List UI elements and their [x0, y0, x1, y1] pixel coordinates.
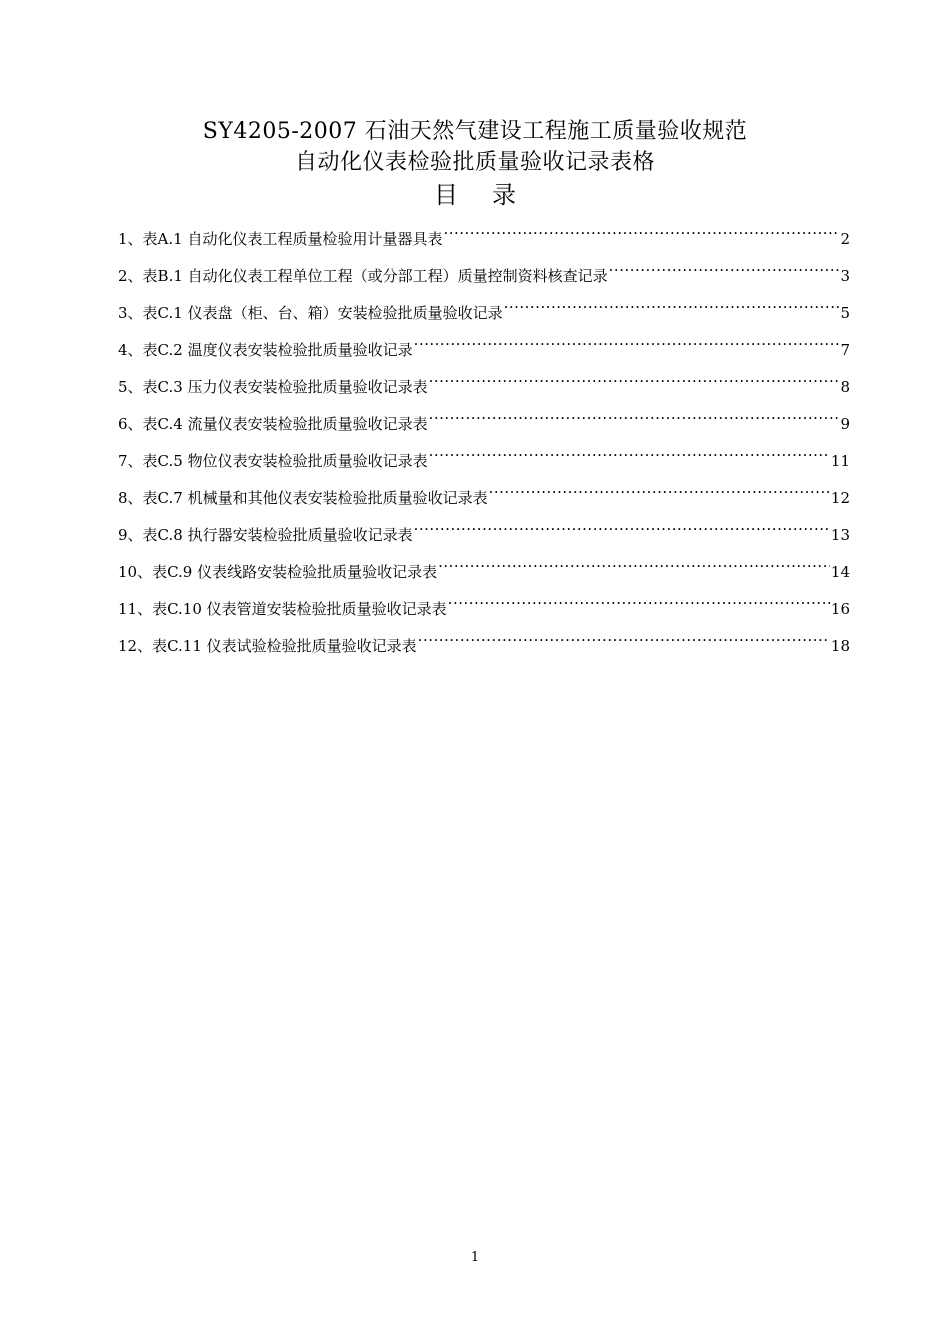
toc-entry[interactable]	[118, 444, 850, 481]
toc-entry-number: 1、	[118, 230, 143, 248]
toc-entry-number: 3、	[118, 304, 143, 322]
toc-entry-number: 12、	[118, 637, 153, 655]
toc-entry-page: 14	[830, 563, 850, 581]
toc-dot-leader	[438, 555, 830, 577]
toc-entry-title: 表C.3 压力仪表安装检验批质量验收记录表	[142, 378, 428, 396]
toc-dot-leader	[443, 222, 839, 244]
toc-entry-title: 表C.10 仪表管道安装检验批质量验收记录表	[152, 600, 447, 618]
toc-entry[interactable]	[118, 370, 850, 407]
toc-entry-number: 7、	[118, 452, 143, 470]
toc-entry-page: 5	[840, 304, 850, 322]
toc-entry[interactable]	[118, 222, 850, 259]
toc-entry-title: 表C.1 仪表盘（柜、台、箱）安装检验批质量验收记录	[142, 304, 503, 322]
toc-entry-title: 表C.9 仪表线路安装检验批质量验收记录表	[152, 563, 438, 581]
toc-dot-leader	[429, 370, 839, 392]
toc-entry-title: 表C.7 机械量和其他仪表安装检验批质量验收记录表	[142, 489, 488, 507]
toc-entry-number: 2、	[118, 267, 143, 285]
toc-entry-page: 9	[840, 415, 850, 433]
toc-dot-leader	[609, 259, 839, 281]
document-title: SY4205-2007 石油天然气建设工程施工质量验收规范	[202, 119, 748, 144]
toc-heading-char-1: 目	[434, 181, 458, 209]
toc-entry-number: 5、	[118, 378, 143, 396]
toc-entry-page: 3	[840, 267, 850, 285]
toc-entry[interactable]	[118, 518, 850, 555]
toc-entry[interactable]	[118, 555, 850, 592]
toc-dot-leader	[448, 592, 830, 614]
toc-dot-leader	[504, 296, 839, 318]
toc-entry-number: 9、	[118, 526, 143, 544]
toc-entry-page: 12	[830, 489, 850, 507]
toc-dot-leader	[489, 481, 830, 503]
toc-entry-number: 11、	[118, 600, 153, 618]
toc-entry-page: 11	[830, 452, 850, 470]
toc-entry[interactable]	[118, 296, 850, 333]
toc-dot-leader	[414, 333, 839, 355]
toc-entry-page: 8	[840, 378, 850, 396]
toc-entry-title: 表C.5 物位仪表安装检验批质量验收记录表	[142, 452, 428, 470]
toc-entry[interactable]	[118, 259, 850, 296]
toc-entry-title: 表B.1 自动化仪表工程单位工程（或分部工程）质量控制资料核查记录	[142, 267, 608, 285]
toc-entry-page: 13	[830, 526, 850, 544]
toc-entry-number: 4、	[118, 341, 143, 359]
toc-entry-title: 表C.8 执行器安装检验批质量验收记录表	[142, 526, 413, 544]
toc-dot-leader	[429, 444, 830, 466]
toc-entry[interactable]	[118, 629, 850, 666]
toc-heading-char-2: 录	[492, 181, 516, 209]
table-of-contents	[118, 222, 850, 666]
toc-entry[interactable]	[118, 407, 850, 444]
toc-entry[interactable]	[118, 481, 850, 518]
toc-entry-title: 表C.4 流量仪表安装检验批质量验收记录表	[142, 415, 428, 433]
page-number: 1	[470, 1250, 480, 1265]
toc-entry-page: 2	[840, 230, 850, 248]
toc-entry-number: 8、	[118, 489, 143, 507]
toc-entry-title: 表C.11 仪表试验检验批质量验收记录表	[152, 637, 417, 655]
toc-entry-number: 10、	[118, 563, 153, 581]
toc-entry[interactable]	[118, 333, 850, 370]
document-subtitle: 自动化仪表检验批质量验收记录表格	[294, 150, 655, 175]
toc-dot-leader	[414, 518, 830, 540]
toc-entry-title: 表A.1 自动化仪表工程质量检验用计量器具表	[142, 230, 443, 248]
toc-entry-page: 18	[830, 637, 850, 655]
toc-dot-leader	[418, 629, 830, 651]
toc-heading	[0, 175, 950, 210]
toc-dot-leader	[429, 407, 839, 429]
toc-entry-title: 表C.2 温度仪表安装检验批质量验收记录	[142, 341, 413, 359]
toc-entry-page: 7	[840, 341, 850, 359]
toc-entry-page: 16	[830, 600, 850, 618]
toc-entry[interactable]	[118, 592, 850, 629]
toc-entry-number: 6、	[118, 415, 143, 433]
